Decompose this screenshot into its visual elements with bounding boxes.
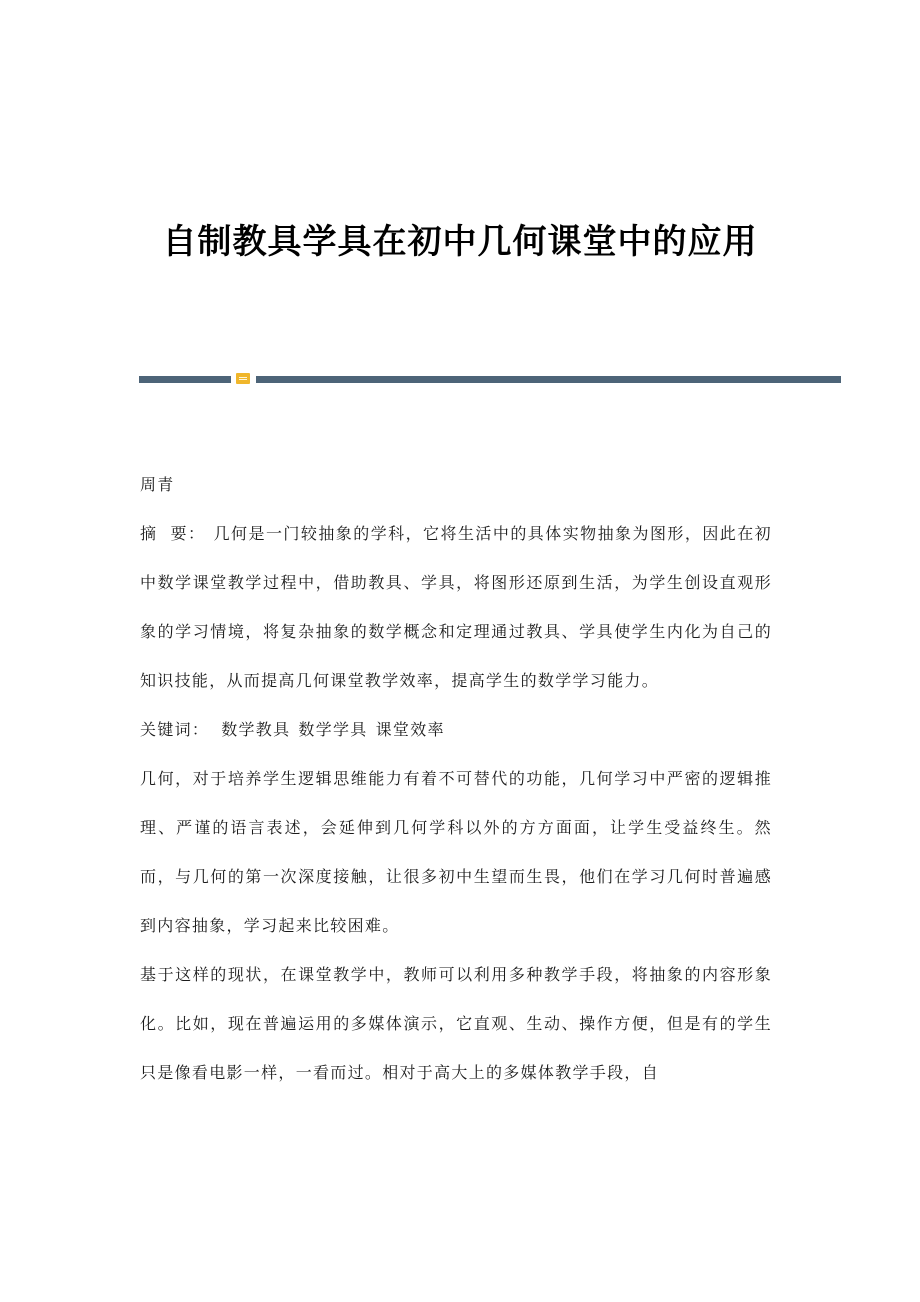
keyword-item: 课堂效率: [375, 720, 445, 739]
keywords-label: 关键词：: [140, 720, 210, 739]
divider-bar-left: [139, 376, 231, 383]
abstract-text: 几何是一门较抽象的学科，它将生活中的具体实物抽象为图形，因此在初中数学课堂教学过程中，借助教具、学具，将图形还原到生活，为学生创设直观形象的学习情境，将复杂抽象的数学概念和定理通过教具、学具使学生内化为自己的知识技能，从而提高几何课堂教学效率，提高学生的数学学习能力。: [140, 524, 772, 690]
abstract-paragraph: [140, 509, 772, 705]
body-paragraph: 几何，对于培养学生逻辑思维能力有着不可替代的功能，几何学习中严密的逻辑推理、严谨的语言表述，会延伸到几何学科以外的方方面面，让学生受益终生。然而，与几何的第一次深度接触，让很多初中生望而生畏，他们在学习几何时普遍感到内容抽象，学习起来比较困难。: [140, 769, 772, 935]
divider-bar-right: [256, 376, 841, 383]
keyword-item: 数学学具: [298, 720, 368, 739]
abstract-label: 摘 要：: [140, 524, 206, 543]
keyword-item: 数学教具: [221, 720, 291, 739]
author-name: 周青: [140, 475, 175, 494]
divider-marker-icon: [236, 373, 250, 384]
document-title: 自制教具学具在初中几何课堂中的应用: [162, 222, 758, 262]
title-divider: [139, 373, 841, 385]
document-body: [140, 460, 772, 1097]
keywords-line: [140, 705, 772, 754]
body-paragraph: 基于这样的现状，在课堂教学中，教师可以利用多种教学手段，将抽象的内容形象化。比如，现在普遍运用的多媒体演示，它直观、生动、操作方便，但是有的学生只是像看电影一样，一看而过。相对于高大上的多媒体教学手段，自: [140, 965, 772, 1082]
